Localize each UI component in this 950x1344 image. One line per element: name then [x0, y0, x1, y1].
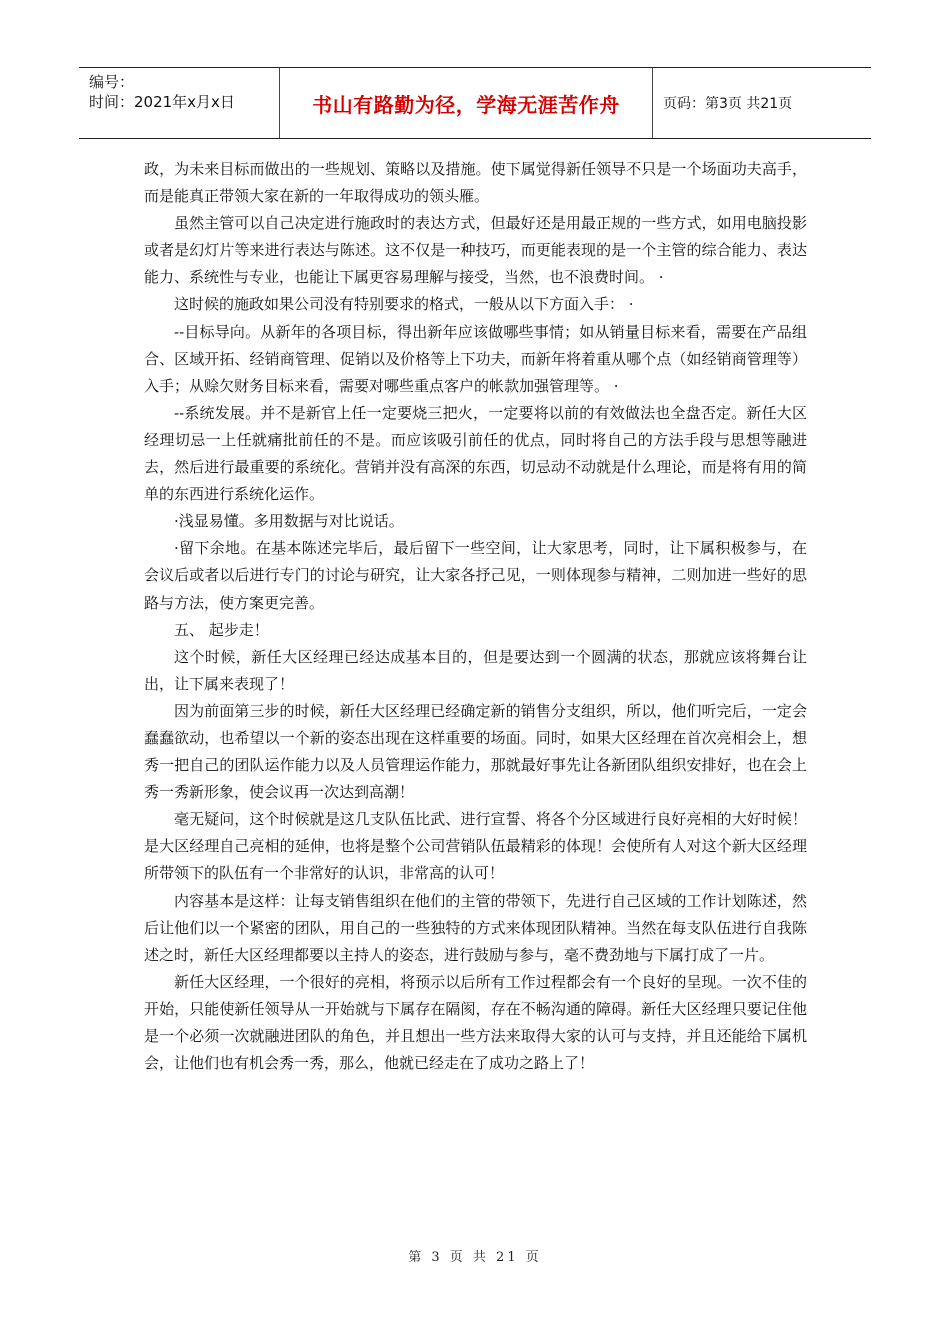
paragraph: ·浅显易懂。多用数据与对比说话。: [174, 512, 404, 531]
paragraph: ·留下余地。在基本陈述完毕后，最后留下一些空间，让大家思考，同时，让下属积极参与，在会议后或者以后进行专门的讨论与研究，让大家各抒己见，一则体现参与精神，二则加进一些好的思路与方法，使方案更完善。: [144, 539, 807, 612]
paragraph: 新任大区经理，一个很好的亮相，将预示以后所有工作过程都会有一个良好的呈现。一次不佳的开始，只能使新任领导从一开始就与下属存在隔阂，存在不畅沟通的障碍。新任大区经理只要记住他是一个必须一次就融进团队的角色，并且想出一些方法来取得大家的认可与支持，并且还能给下属机会，让他们也有机会秀一秀，那么，他就已经走在了成功之路上了！: [144, 972, 807, 1073]
paragraph: 虽然主管可以自己决定进行施政时的表达方式，但最好还是用最正规的一些方式，如用电脑投影或者是幻灯片等来进行表达与陈述。这不仅是一种技巧，而更能表现的是一个主管的综合能力、表达能力、系统性与专业，也能让下属更容易理解与接受，当然，也不浪费时间。 ·: [144, 214, 807, 287]
document-body: [144, 156, 807, 1077]
paragraph: --系统发展。并不是新官上任一定要烧三把火，一定要将以前的有效做法也全盘否定。新任大区经理切忌一上任就痛批前任的不是。而应该吸引前任的优点，同时将自己的方法手段与思想等融进去，然后进行最重要的系统化。营销并没有高深的东西，切忌动不动就是什么理论，而是将有用的简单的东西进行系统化运作。: [144, 403, 807, 504]
paragraph: 这时候的施政如果公司没有特别要求的格式，一般从以下方面入手： ·: [174, 295, 634, 314]
paragraph: 这个时候，新任大区经理已经达成基本目的，但是要达到一个圆满的状态，那就应该将舞台让出，让下属来表现了！: [144, 647, 807, 693]
doc-date-label: 时间：2021年x月x日: [89, 93, 235, 111]
paragraph: 内容基本是这样：让每支销售组织在他们的主管的带领下，先进行自己区域的工作计划陈述，然后让他们以一个紧密的团队，用自己的一些独特的方式来体现团队精神。当然在每支队伍进行自我陈述之时，新任大区经理都要以主持人的姿态，进行鼓励与参与，毫不费劲地与下属打成了一片。: [144, 891, 807, 964]
header-meta: [79, 68, 280, 138]
page-header: [79, 67, 871, 139]
header-page-cell: [653, 68, 871, 138]
page-footer: [0, 1246, 950, 1265]
paragraph: --目标导向。从新年的各项目标，得出新年应该做哪些事情；如从销量目标来看，需要在产品组合、区域开拓、经销商管理、促销以及价格等上下功夫，而新年将着重从哪个点（如经销商管理等）入手；从赊欠财务目标来看，需要对哪些重点客户的帐款加强管理等。 ·: [144, 322, 807, 395]
paragraph: 因为前面第三步的时候，新任大区经理已经确定新的销售分支组织，所以，他们听完后，一定会蠢蠢欲动，也希望以一个新的姿态出现在这样重要的场面。同时，如果大区经理在首次亮相会上，想秀一把自己的团队运作能力以及人员管理运作能力，那就最好事先让各新团队组织安排好，也在会上秀一秀新形象，使会议再一次达到高潮！: [144, 701, 807, 802]
footer-page-number: 第 3 页 共 21 页: [408, 1250, 542, 1265]
paragraph: 政，为未来目标而做出的一些规划、策略以及措施。使下属觉得新任领导不只是一个场面功夫高手，而是能真正带领大家在新的一年取得成功的领头雁。: [144, 160, 807, 206]
header-motto-cell: [280, 68, 653, 138]
doc-code-label: 编号：: [89, 73, 135, 91]
header-motto: 书山有路勤为径，学海无涯苦作舟: [312, 92, 620, 117]
section-heading: 五、 起步走！: [174, 620, 269, 639]
header-page-info: 页码：第3页 共21页: [663, 96, 793, 112]
paragraph: 毫无疑问，这个时候就是这几支队伍比武、进行宣誓、将各个分区域进行良好亮相的大好时候！是大区经理自己亮相的延伸，也将是整个公司营销队伍最精彩的体现！会使所有人对这个新大区经理所带领下的队伍有一个非常好的认识，非常高的认可！: [144, 810, 807, 883]
